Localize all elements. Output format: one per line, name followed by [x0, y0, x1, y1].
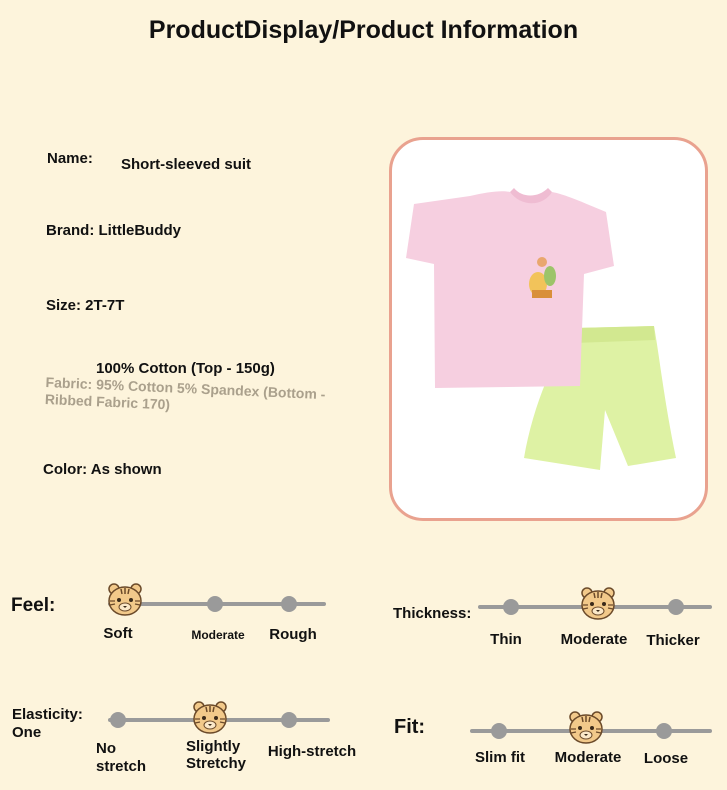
color-text: Color: As shown: [43, 461, 162, 478]
fit-option-slim: Slim fit: [474, 749, 525, 766]
feel-title: Feel:: [11, 595, 56, 616]
feel-option-moderate: Moderate: [191, 628, 245, 642]
elasticity-option-slightly-stretchy: Slightly Stretchy: [186, 738, 247, 772]
thickness-title: Thickness:: [393, 605, 472, 622]
thickness-option-moderate: Moderate: [560, 631, 628, 648]
fabric-top-text: 100% Cotton (Top - 150g): [96, 360, 275, 377]
tiger-icon: [568, 710, 604, 744]
fit-option-dot: [491, 723, 507, 739]
tiger-icon: [580, 586, 616, 620]
fit-option-moderate: Moderate: [554, 749, 622, 766]
elasticity-title: Elasticity:: [12, 706, 83, 723]
fit-title: Fit:: [394, 716, 426, 738]
page-title: ProductDisplay/Product Information: [148, 16, 579, 44]
fit-option-dot: [656, 723, 672, 739]
elasticity-option-no-stretch: No stretch: [96, 740, 147, 775]
feel-option-rough: Rough: [269, 626, 317, 643]
feel-option-soft: Soft: [103, 625, 133, 642]
fabric-text: Fabric: 95% Cotton 5% Spandex (Bottom - Ribbed Fabric 170): [44, 374, 326, 413]
name-label: Name:: [47, 150, 93, 167]
elasticity-option-dot: [110, 712, 126, 728]
tiger-icon: [192, 700, 228, 734]
elasticity-option-high-stretch: High-stretch: [267, 743, 357, 760]
fit-option-loose: Loose: [643, 750, 689, 767]
thickness-option-thicker: Thicker: [646, 632, 700, 649]
size-text: Size: 2T-7T: [46, 297, 125, 314]
feel-option-dot: [207, 596, 223, 612]
brand-text: Brand: LittleBuddy: [46, 222, 181, 239]
elasticity-subtitle: One: [12, 724, 42, 741]
feel-option-dot: [281, 596, 297, 612]
elasticity-option-dot: [281, 712, 297, 728]
product-illustration: [392, 140, 705, 518]
product-photo: [389, 137, 708, 521]
thickness-option-thin: Thin: [490, 631, 522, 648]
thickness-option-dot: [668, 599, 684, 615]
name-value: Short-sleeved suit: [121, 156, 252, 173]
tiger-icon: [107, 582, 143, 616]
thickness-option-dot: [503, 599, 519, 615]
